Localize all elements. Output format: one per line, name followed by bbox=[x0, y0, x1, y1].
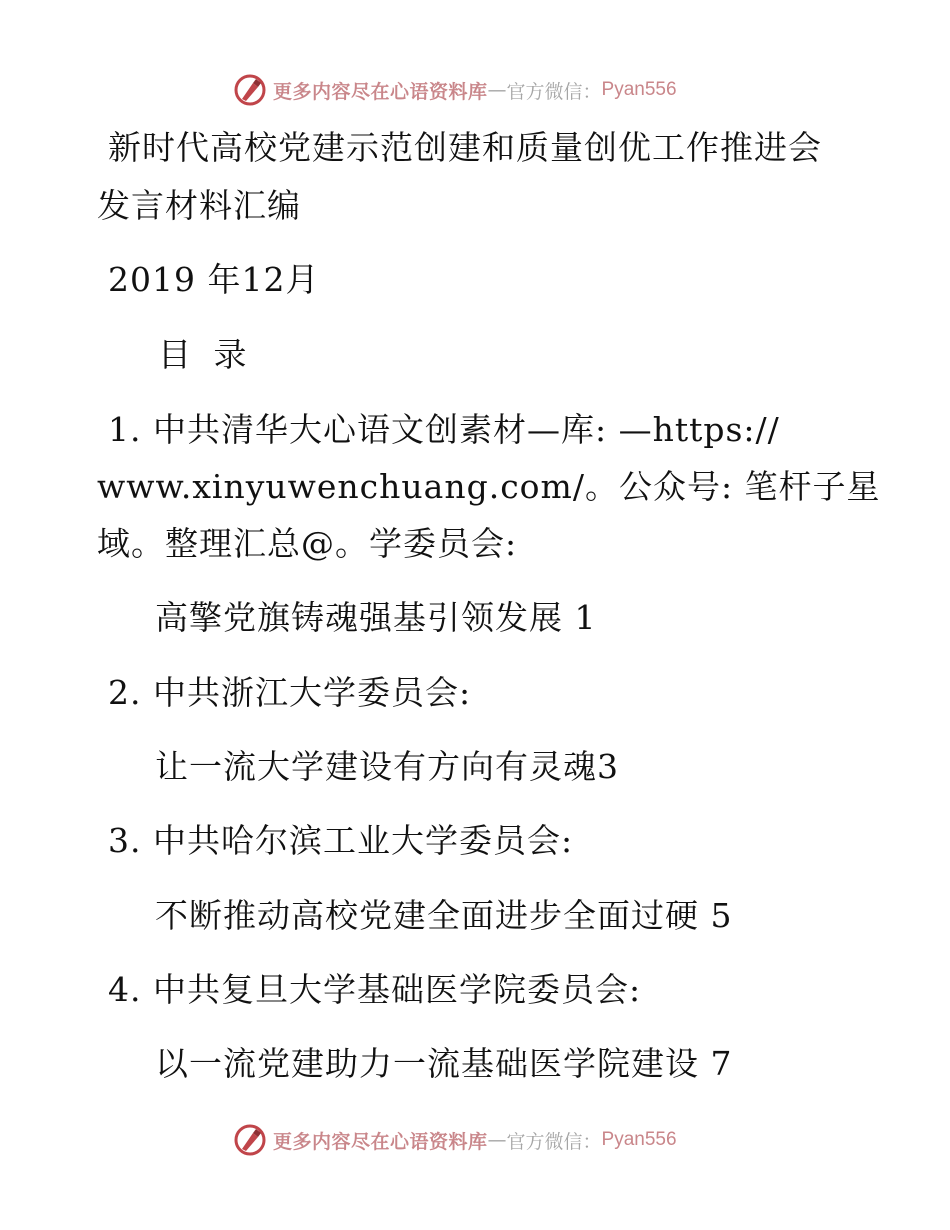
watermark-main-text: 更多内容尽在心语资料库 bbox=[273, 80, 488, 103]
toc-entry-1-line-2: www.xinyuwenchuang.com/。公众号: 笔杆子星 bbox=[97, 467, 881, 506]
document-title-line-2: 发言材料汇编 bbox=[97, 186, 301, 225]
watermark-wechat-label: 官方微信： bbox=[506, 80, 602, 103]
document-date: 2019 年12月 bbox=[108, 260, 320, 299]
toc-heading: 目 录 bbox=[158, 335, 253, 374]
pen-nib-logo-icon bbox=[233, 1123, 267, 1157]
footer-watermark-banner bbox=[233, 1122, 677, 1158]
toc-entry-2-line-1: 2. 中共浙江大学委员会: bbox=[108, 673, 472, 712]
watermark-dash: — bbox=[487, 79, 507, 101]
pen-nib-logo-icon bbox=[233, 73, 267, 107]
watermark-dash: — bbox=[487, 1129, 507, 1151]
toc-entry-4-line-1: 4. 中共复旦大学基础医学院委员会: bbox=[108, 970, 642, 1009]
watermark-wechat-id: Pyan556 bbox=[601, 1129, 677, 1150]
toc-entry-3-line-1: 3. 中共哈尔滨工业大学委员会: bbox=[108, 821, 574, 860]
toc-entry-4-subtitle: 以一流党建助力一流基础医学院建设 7 bbox=[155, 1044, 733, 1083]
toc-entry-1-line-1: 1. 中共清华大心语文创素材—库: —https:// bbox=[108, 410, 780, 449]
toc-entry-3-subtitle: 不断推动高校党建全面进步全面过硬 5 bbox=[155, 896, 733, 935]
document-title-line-1: 新时代高校党建示范创建和质量创优工作推进会 bbox=[108, 128, 822, 167]
watermark-main-text: 更多内容尽在心语资料库 bbox=[273, 1130, 488, 1153]
toc-entry-1-subtitle: 高擎党旗铸魂强基引领发展 1 bbox=[155, 598, 597, 637]
toc-entry-1-line-3: 域。整理汇总@。学委员会: bbox=[97, 524, 518, 563]
watermark-wechat-id: Pyan556 bbox=[601, 79, 677, 100]
toc-entry-2-subtitle: 让一流大学建设有方向有灵魂3 bbox=[155, 747, 619, 786]
header-watermark-banner bbox=[233, 72, 677, 108]
watermark-wechat-label: 官方微信： bbox=[506, 1130, 602, 1153]
